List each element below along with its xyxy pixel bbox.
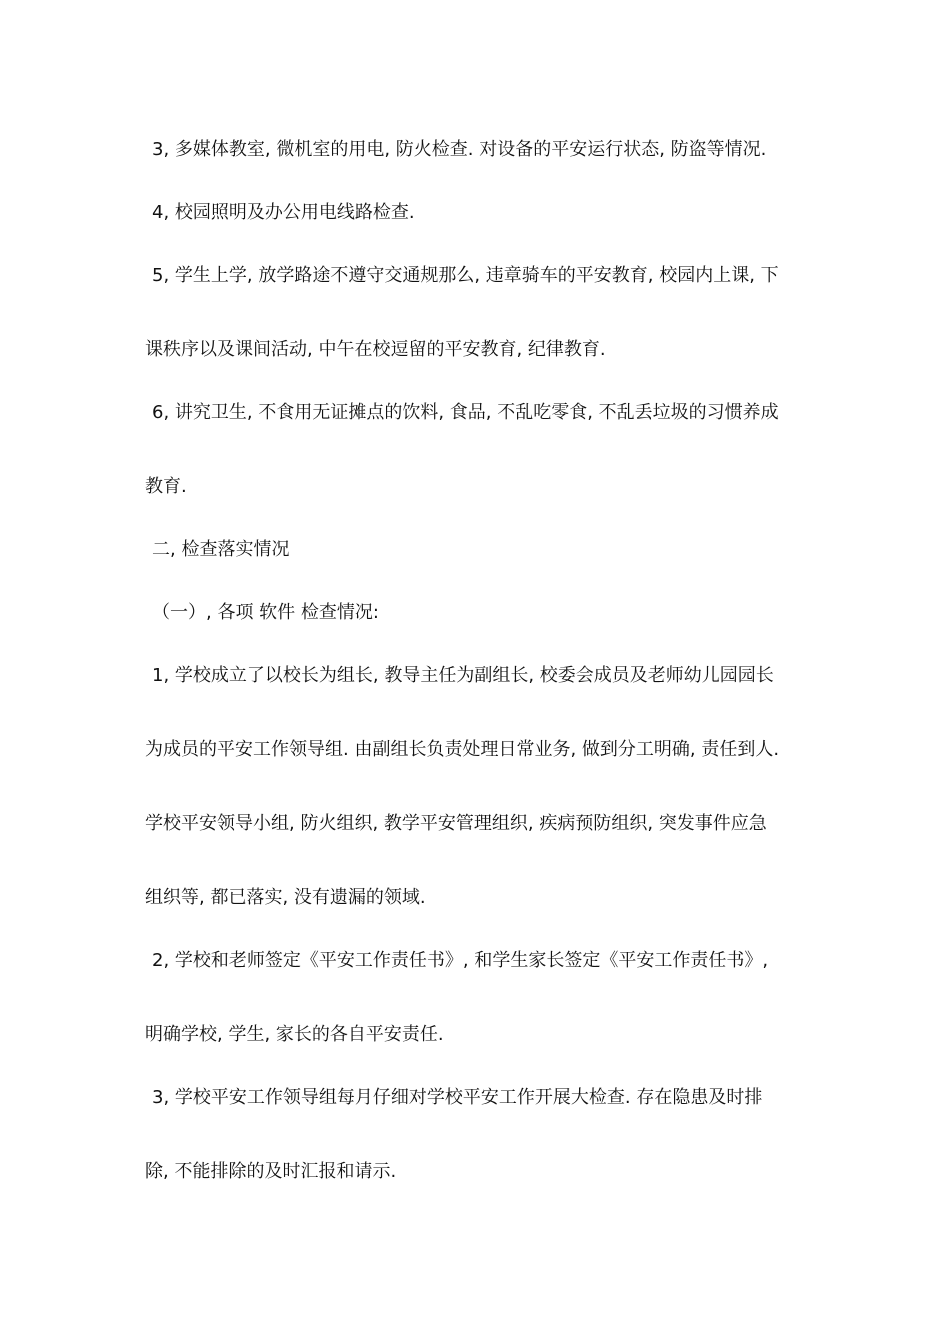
text-line: 6, 讲究卫生, 不食用无证摊点的饮料, 食品, 不乱吃零食, 不乱丢垃圾的习惯养成 (152, 402, 779, 423)
section-heading: 二, 检查落实情况 (152, 539, 290, 560)
text-line: 明确学校, 学生, 家长的各自平安责任. (145, 1024, 444, 1045)
text-line: 3, 多媒体教室, 微机室的用电, 防火检查. 对设备的平安运行状态, 防盗等情况. (152, 139, 767, 160)
text-line: 除, 不能排除的及时汇报和请示. (145, 1161, 397, 1182)
text-line: 课秩序以及课间活动, 中午在校逗留的平安教育, 纪律教育. (145, 339, 606, 360)
text-line: 4, 校园照明及办公用电线路检查. (152, 202, 415, 223)
text-line: 教育. (145, 476, 187, 497)
text-line: 1, 学校成立了以校长为组长, 教导主任为副组长, 校委会成员及老师幼儿园园长 (152, 665, 774, 686)
subsection-heading: （一）, 各项 软件 检查情况: (152, 602, 379, 623)
text-line: 5, 学生上学, 放学路途不遵守交通规那么, 违章骑车的平安教育, 校园内上课, 下 (152, 265, 779, 286)
text-line: 学校平安领导小组, 防火组织, 教学平安管理组织, 疾病预防组织, 突发事件应急 (145, 813, 767, 834)
text-line: 为成员的平安工作领导组. 由副组长负责处理日常业务, 做到分工明确, 责任到人. (145, 739, 780, 760)
text-line: 3, 学校平安工作领导组每月仔细对学校平安工作开展大检查. 存在隐患及时排 (152, 1087, 763, 1108)
text-line: 2, 学校和老师签定《平安工作责任书》, 和学生家长签定《平安工作责任书》, (152, 950, 769, 971)
text-line: 组织等, 都已落实, 没有遗漏的领域. (145, 887, 426, 908)
